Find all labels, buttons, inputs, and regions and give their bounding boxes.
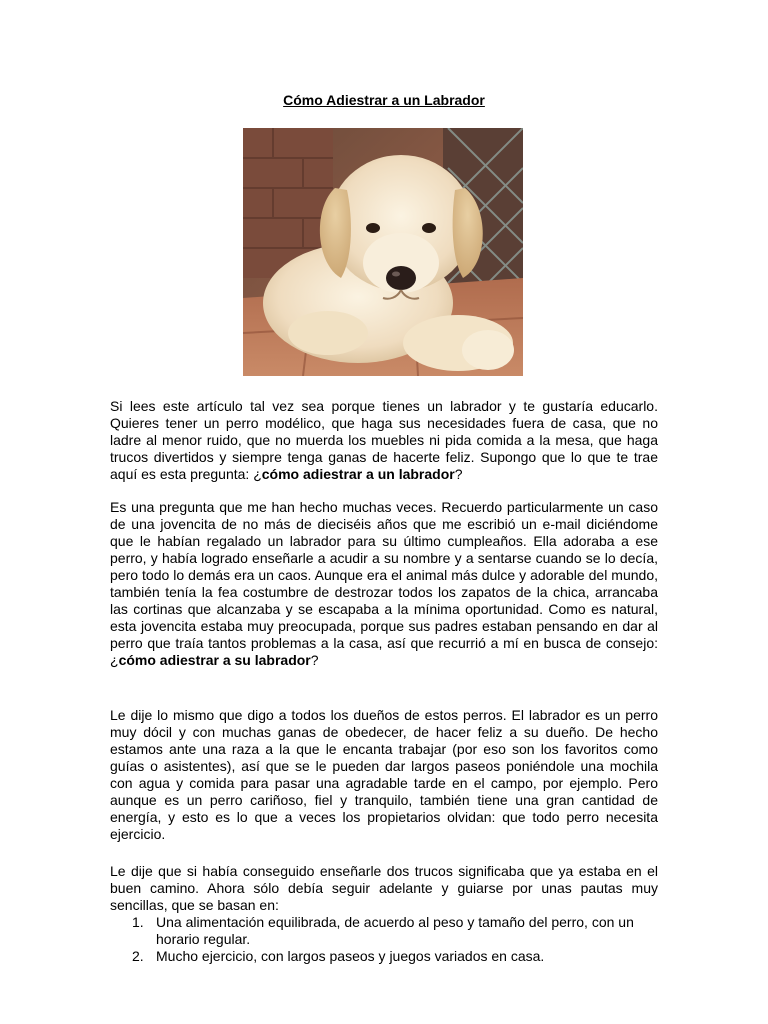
paragraph-guidelines bbox=[110, 863, 658, 914]
list-item-text: Mucho ejercicio, con largos paseos y juegos variados en casa. bbox=[156, 948, 545, 964]
list-item-text: Una alimentación equilibrada, de acuerdo al peso y tamaño del perro, con un horario regular. bbox=[156, 914, 634, 947]
paragraph-story-bold: cómo adiestrar a su labrador bbox=[118, 652, 311, 668]
labrador-puppy-photo bbox=[243, 128, 523, 376]
paragraph-intro-text: Si lees este artículo tal vez sea porque tienes un labrador y te gustaría educarlo. Quieres tener un perro modélico, que haga sus necesidades fuera de casa, que no ladre al menor ruido, que no muerda los muebles ni pida comida a la mesa, que haga trucos divertidos y siempre tenga ganas de hacerte feliz. Supongo que lo que te trae aquí es esta pregunta: ¿ bbox=[110, 398, 658, 482]
paragraph-advice bbox=[110, 707, 658, 843]
list-item bbox=[110, 914, 658, 948]
paragraph-guidelines-text: Le dije que si había conseguido enseñarle dos trucos significaba que ya estaba en el buen camino. Ahora sólo debía seguir adelante y guiarse por unas pautas muy sencillas, que se basan en: bbox=[110, 863, 658, 913]
paragraph-story-text: Es una pregunta que me han hecho muchas veces. Recuerdo particularmente un caso de una jovencita de no más de dieciséis años que me escribió un e-mail diciéndome que le habían regalado un labrador para su último cumpleaños. Ella adoraba a ese perro, y había logrado enseñarle a acudir a su nombre y a sentarse cuando se lo decía, pero todo lo demás era un caos. Aunque era el animal más dulce y adorable del mundo, también tenía la fea costumbre de destrozar todos los zapatos de la chica, arrancaba las cortinas que alcanzaba y se escapaba a la mínima oportunidad. Como es natural, esta jovencita estaba muy preocupada, porque sus padres estaban pensando en dar al perro que traía tantos problemas a la casa, así que recurrió a mí en busca de consejo: ¿ bbox=[110, 499, 658, 668]
paragraph-intro-bold: cómo adiestrar a un labrador bbox=[261, 466, 455, 482]
paragraph-intro-end: ? bbox=[454, 466, 463, 482]
paragraph-story-end: ? bbox=[310, 652, 319, 668]
list-item-number: 2. bbox=[132, 948, 144, 964]
list-item-number: 1. bbox=[132, 914, 144, 930]
paragraph-story bbox=[110, 499, 658, 669]
list-item bbox=[110, 948, 658, 965]
paragraph-intro bbox=[110, 398, 658, 483]
document-title: Cómo Adiestrar a un Labrador bbox=[283, 92, 485, 108]
guidelines-list bbox=[110, 914, 658, 965]
paragraph-advice-text: Le dije lo mismo que digo a todos los dueños de estos perros. El labrador es un perro muy dócil y con muchas ganas de obedecer, de hacer feliz a su dueño. De hecho estamos ante una raza a la que le encanta trabajar (por eso son los favoritos como guías o asistentes), así que se le pueden dar largos paseos poniéndole una mochila con agua y comida para pasar una agradable tarde en el campo, por ejemplo. Pero aunque es un perro cariñoso, fiel y tranquilo, también tiene una gran cantidad de energía, y esto es lo que a veces los propietarios olvidan: que todo perro necesita ejercicio. bbox=[110, 707, 658, 842]
